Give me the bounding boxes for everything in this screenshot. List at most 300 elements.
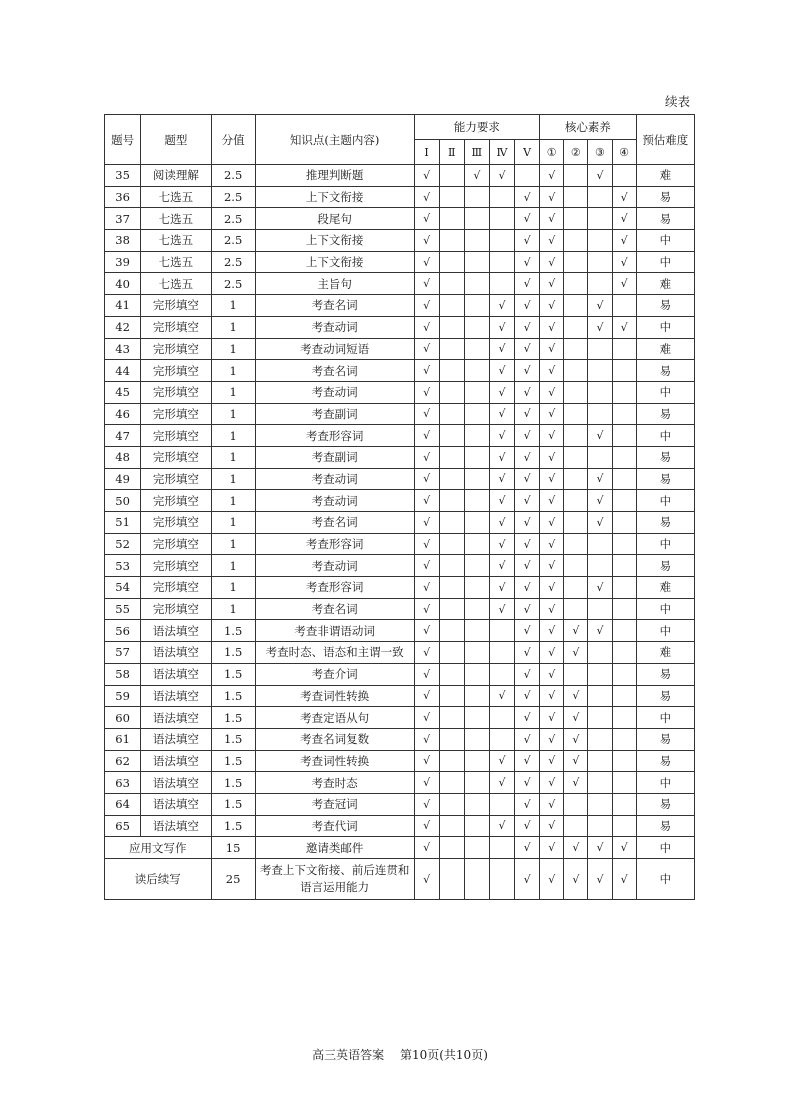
literacy-check-cell: √: [540, 750, 564, 772]
ability-check-cell: [464, 230, 489, 252]
literacy-check-cell: √: [612, 251, 636, 273]
ability-check-cell: √: [515, 663, 540, 685]
ability-check-cell: √: [489, 772, 514, 794]
ability-check-cell: √: [515, 837, 540, 859]
question-score: 1: [211, 403, 255, 425]
ability-check-cell: √: [515, 425, 540, 447]
ability-check-cell: √: [489, 403, 514, 425]
literacy-check-cell: √: [564, 685, 588, 707]
ability-check-cell: [439, 815, 464, 837]
question-type: 语法填空: [141, 685, 211, 707]
question-number: 54: [105, 577, 141, 599]
table-row: [105, 750, 695, 772]
literacy-check-cell: [612, 642, 636, 664]
ability-check-cell: √: [414, 468, 439, 490]
exam-analysis-table: [104, 114, 695, 900]
literacy-check-cell: [588, 555, 612, 577]
ability-check-cell: √: [414, 446, 439, 468]
literacy-check-cell: √: [540, 707, 564, 729]
header-ability-level: Ⅳ: [489, 140, 514, 165]
header-knowledge: 知识点(主题内容): [255, 115, 414, 165]
literacy-check-cell: [564, 577, 588, 599]
ability-check-cell: √: [414, 512, 439, 534]
ability-check-cell: √: [489, 360, 514, 382]
question-type: 完形填空: [141, 468, 211, 490]
ability-check-cell: [489, 642, 514, 664]
ability-check-cell: √: [489, 533, 514, 555]
question-score: 1.5: [211, 750, 255, 772]
difficulty: 易: [636, 208, 694, 230]
literacy-check-cell: [564, 165, 588, 187]
literacy-check-cell: [612, 577, 636, 599]
ability-check-cell: √: [489, 555, 514, 577]
question-score: 1: [211, 555, 255, 577]
ability-check-cell: [464, 338, 489, 360]
table-row: [105, 815, 695, 837]
ability-check-cell: √: [489, 685, 514, 707]
ability-check-cell: [439, 446, 464, 468]
ability-check-cell: [464, 750, 489, 772]
literacy-check-cell: [588, 403, 612, 425]
table-row: [105, 663, 695, 685]
literacy-check-cell: [612, 663, 636, 685]
literacy-check-cell: [564, 490, 588, 512]
literacy-check-cell: [588, 273, 612, 295]
ability-check-cell: √: [414, 251, 439, 273]
ability-check-cell: √: [515, 251, 540, 273]
literacy-check-cell: √: [540, 251, 564, 273]
knowledge-point: 考查形容词: [255, 577, 414, 599]
literacy-check-cell: [564, 230, 588, 252]
difficulty: 中: [636, 230, 694, 252]
literacy-check-cell: √: [540, 815, 564, 837]
literacy-check-cell: √: [540, 555, 564, 577]
ability-check-cell: √: [489, 425, 514, 447]
table-row: [105, 859, 695, 900]
table-row: [105, 512, 695, 534]
knowledge-point: 考查动词: [255, 555, 414, 577]
question-number: 58: [105, 663, 141, 685]
literacy-check-cell: [588, 642, 612, 664]
ability-check-cell: [489, 620, 514, 642]
ability-check-cell: √: [414, 381, 439, 403]
question-number: 43: [105, 338, 141, 360]
ability-check-cell: [464, 316, 489, 338]
knowledge-point: 考查上下文衔接、前后连贯和语言运用能力: [255, 859, 414, 900]
ability-check-cell: √: [414, 620, 439, 642]
literacy-check-cell: [588, 815, 612, 837]
ability-check-cell: [464, 295, 489, 317]
literacy-check-cell: √: [540, 446, 564, 468]
question-score: 1: [211, 425, 255, 447]
difficulty: 易: [636, 685, 694, 707]
header-ability-level: Ⅴ: [515, 140, 540, 165]
ability-check-cell: [464, 425, 489, 447]
question-number: 44: [105, 360, 141, 382]
header-number: 题号: [105, 115, 141, 165]
knowledge-point: 考查词性转换: [255, 685, 414, 707]
literacy-check-cell: [612, 360, 636, 382]
difficulty: 中: [636, 772, 694, 794]
ability-check-cell: √: [414, 425, 439, 447]
difficulty: 易: [636, 446, 694, 468]
ability-check-cell: [489, 728, 514, 750]
question-type: 七选五: [141, 208, 211, 230]
ability-check-cell: [464, 360, 489, 382]
literacy-check-cell: [612, 707, 636, 729]
ability-check-cell: [439, 230, 464, 252]
question-type: 读后续写: [105, 859, 212, 900]
literacy-check-cell: √: [540, 663, 564, 685]
ability-check-cell: [439, 338, 464, 360]
literacy-check-cell: [588, 360, 612, 382]
ability-check-cell: √: [414, 859, 439, 900]
ability-check-cell: [439, 859, 464, 900]
question-number: 46: [105, 403, 141, 425]
table-row: [105, 577, 695, 599]
literacy-check-cell: √: [540, 273, 564, 295]
table-row: [105, 490, 695, 512]
header-ability-level: Ⅱ: [439, 140, 464, 165]
question-score: 1: [211, 338, 255, 360]
question-type: 完形填空: [141, 490, 211, 512]
ability-check-cell: √: [515, 230, 540, 252]
table-row: [105, 837, 695, 859]
knowledge-point: 考查动词短语: [255, 338, 414, 360]
ability-check-cell: √: [414, 490, 439, 512]
ability-check-cell: √: [414, 663, 439, 685]
ability-check-cell: √: [515, 360, 540, 382]
literacy-check-cell: [564, 663, 588, 685]
ability-check-cell: [464, 663, 489, 685]
knowledge-point: 段尾句: [255, 208, 414, 230]
header-type: 题型: [141, 115, 211, 165]
ability-check-cell: √: [515, 490, 540, 512]
ability-check-cell: [439, 642, 464, 664]
literacy-check-cell: √: [540, 642, 564, 664]
question-type: 阅读理解: [141, 165, 211, 187]
ability-check-cell: [439, 707, 464, 729]
continued-label: 续表: [664, 94, 690, 109]
knowledge-point: 主旨句: [255, 273, 414, 295]
ability-check-cell: [439, 533, 464, 555]
literacy-check-cell: √: [540, 512, 564, 534]
difficulty: 中: [636, 425, 694, 447]
ability-check-cell: [439, 165, 464, 187]
question-score: 1: [211, 468, 255, 490]
literacy-check-cell: √: [540, 620, 564, 642]
table-row: [105, 598, 695, 620]
ability-check-cell: √: [515, 685, 540, 707]
question-type: 完形填空: [141, 446, 211, 468]
ability-check-cell: √: [515, 316, 540, 338]
ability-check-cell: √: [414, 186, 439, 208]
ability-check-cell: [489, 793, 514, 815]
question-type: 七选五: [141, 230, 211, 252]
literacy-check-cell: [612, 381, 636, 403]
question-type: 完形填空: [141, 381, 211, 403]
question-number: 65: [105, 815, 141, 837]
ability-check-cell: √: [515, 577, 540, 599]
table-row: [105, 403, 695, 425]
difficulty: 中: [636, 490, 694, 512]
literacy-check-cell: [564, 273, 588, 295]
literacy-check-cell: [564, 446, 588, 468]
ability-check-cell: [464, 837, 489, 859]
table-row: [105, 772, 695, 794]
ability-check-cell: [439, 360, 464, 382]
ability-check-cell: √: [515, 381, 540, 403]
difficulty: 中: [636, 707, 694, 729]
ability-check-cell: √: [414, 555, 439, 577]
question-type: 完形填空: [141, 598, 211, 620]
literacy-check-cell: [588, 208, 612, 230]
table-row: [105, 316, 695, 338]
table-row: [105, 468, 695, 490]
difficulty: 中: [636, 598, 694, 620]
literacy-check-cell: √: [612, 208, 636, 230]
knowledge-point: 考查动词: [255, 381, 414, 403]
difficulty: 中: [636, 251, 694, 273]
knowledge-point: 考查名词: [255, 598, 414, 620]
literacy-check-cell: √: [564, 837, 588, 859]
difficulty: 易: [636, 468, 694, 490]
table-row: [105, 381, 695, 403]
ability-check-cell: [439, 468, 464, 490]
literacy-check-cell: √: [612, 273, 636, 295]
difficulty: 难: [636, 642, 694, 664]
ability-check-cell: [489, 837, 514, 859]
header-difficulty: 预估难度: [636, 115, 694, 165]
literacy-check-cell: [588, 728, 612, 750]
knowledge-point: 考查冠词: [255, 793, 414, 815]
literacy-check-cell: [612, 793, 636, 815]
ability-check-cell: [464, 815, 489, 837]
ability-check-cell: √: [414, 165, 439, 187]
literacy-check-cell: √: [564, 750, 588, 772]
literacy-check-cell: √: [588, 490, 612, 512]
ability-check-cell: √: [515, 793, 540, 815]
table-row: [105, 251, 695, 273]
literacy-check-cell: √: [540, 533, 564, 555]
table-row: [105, 620, 695, 642]
footer-subject: 高三英语答案: [312, 1048, 385, 1062]
difficulty: 易: [636, 295, 694, 317]
question-type: 完形填空: [141, 360, 211, 382]
question-type: 语法填空: [141, 815, 211, 837]
header-ability-level: Ⅲ: [464, 140, 489, 165]
question-type: 完形填空: [141, 512, 211, 534]
difficulty: 易: [636, 360, 694, 382]
ability-check-cell: √: [414, 815, 439, 837]
ability-check-cell: [489, 859, 514, 900]
ability-check-cell: √: [414, 403, 439, 425]
literacy-check-cell: [564, 533, 588, 555]
difficulty: 易: [636, 403, 694, 425]
question-type: 完形填空: [141, 338, 211, 360]
ability-check-cell: √: [489, 338, 514, 360]
ability-check-cell: √: [414, 685, 439, 707]
ability-check-cell: [489, 707, 514, 729]
question-type: 语法填空: [141, 793, 211, 815]
literacy-check-cell: √: [588, 512, 612, 534]
question-number: 51: [105, 512, 141, 534]
literacy-check-cell: √: [540, 685, 564, 707]
ability-check-cell: √: [515, 620, 540, 642]
ability-check-cell: [464, 446, 489, 468]
question-score: 1.5: [211, 707, 255, 729]
ability-check-cell: √: [414, 728, 439, 750]
literacy-check-cell: [588, 793, 612, 815]
question-score: 1.5: [211, 663, 255, 685]
ability-check-cell: √: [489, 381, 514, 403]
literacy-check-cell: √: [540, 381, 564, 403]
literacy-check-cell: √: [540, 338, 564, 360]
ability-check-cell: √: [414, 598, 439, 620]
ability-check-cell: √: [515, 533, 540, 555]
question-score: 1: [211, 490, 255, 512]
difficulty: 中: [636, 381, 694, 403]
ability-check-cell: [439, 793, 464, 815]
ability-check-cell: [439, 512, 464, 534]
difficulty: 中: [636, 837, 694, 859]
ability-check-cell: √: [489, 598, 514, 620]
literacy-check-cell: [612, 165, 636, 187]
ability-check-cell: √: [515, 728, 540, 750]
knowledge-point: 考查副词: [255, 446, 414, 468]
question-score: 1.5: [211, 815, 255, 837]
question-score: 1.5: [211, 793, 255, 815]
literacy-check-cell: [564, 208, 588, 230]
ability-check-cell: √: [414, 772, 439, 794]
question-score: 1: [211, 577, 255, 599]
question-type: 完形填空: [141, 403, 211, 425]
literacy-check-cell: [612, 685, 636, 707]
literacy-check-cell: [564, 598, 588, 620]
difficulty: 难: [636, 165, 694, 187]
ability-check-cell: √: [515, 208, 540, 230]
question-score: 1.5: [211, 642, 255, 664]
question-type: 语法填空: [141, 620, 211, 642]
question-type: 完形填空: [141, 555, 211, 577]
ability-check-cell: [464, 772, 489, 794]
question-number: 42: [105, 316, 141, 338]
literacy-check-cell: √: [612, 230, 636, 252]
ability-check-cell: √: [489, 512, 514, 534]
question-score: 2.5: [211, 251, 255, 273]
ability-check-cell: [489, 273, 514, 295]
literacy-check-cell: [564, 295, 588, 317]
difficulty: 难: [636, 273, 694, 295]
ability-check-cell: [439, 555, 464, 577]
literacy-check-cell: [588, 251, 612, 273]
literacy-check-cell: [564, 425, 588, 447]
literacy-check-cell: √: [540, 316, 564, 338]
knowledge-point: 考查名词: [255, 295, 414, 317]
literacy-check-cell: √: [540, 793, 564, 815]
table-row: [105, 360, 695, 382]
literacy-check-cell: √: [540, 837, 564, 859]
difficulty: 易: [636, 512, 694, 534]
question-number: 55: [105, 598, 141, 620]
difficulty: 难: [636, 338, 694, 360]
knowledge-point: 考查词性转换: [255, 750, 414, 772]
question-score: 1: [211, 381, 255, 403]
table-row: [105, 165, 695, 187]
ability-check-cell: [439, 186, 464, 208]
literacy-check-cell: [612, 468, 636, 490]
question-score: 1.5: [211, 685, 255, 707]
question-number: 60: [105, 707, 141, 729]
ability-check-cell: [439, 685, 464, 707]
literacy-check-cell: [564, 403, 588, 425]
question-type: 语法填空: [141, 707, 211, 729]
literacy-check-cell: √: [564, 707, 588, 729]
literacy-check-cell: [588, 750, 612, 772]
question-number: 39: [105, 251, 141, 273]
literacy-check-cell: √: [540, 598, 564, 620]
ability-check-cell: [439, 750, 464, 772]
ability-check-cell: √: [515, 859, 540, 900]
literacy-check-cell: √: [540, 230, 564, 252]
header-ability-level: Ⅰ: [414, 140, 439, 165]
knowledge-point: 考查时态: [255, 772, 414, 794]
literacy-check-cell: √: [588, 577, 612, 599]
table-row: [105, 707, 695, 729]
literacy-check-cell: [612, 533, 636, 555]
literacy-check-cell: √: [588, 295, 612, 317]
table-row: [105, 186, 695, 208]
literacy-check-cell: [564, 316, 588, 338]
question-score: 1: [211, 295, 255, 317]
ability-check-cell: [489, 251, 514, 273]
table-row: [105, 208, 695, 230]
literacy-check-cell: √: [540, 208, 564, 230]
question-number: 56: [105, 620, 141, 642]
ability-check-cell: √: [414, 316, 439, 338]
literacy-check-cell: √: [588, 837, 612, 859]
knowledge-point: 考查副词: [255, 403, 414, 425]
footer-page-number: 第10页(共10页): [399, 1048, 488, 1062]
literacy-check-cell: √: [588, 468, 612, 490]
table-body: [105, 165, 695, 900]
difficulty: 易: [636, 793, 694, 815]
ability-check-cell: [464, 512, 489, 534]
ability-check-cell: [464, 490, 489, 512]
literacy-check-cell: √: [540, 859, 564, 900]
literacy-check-cell: [588, 598, 612, 620]
question-score: 1: [211, 316, 255, 338]
table-row: [105, 425, 695, 447]
ability-check-cell: √: [489, 165, 514, 187]
question-number: 59: [105, 685, 141, 707]
knowledge-point: 考查名词: [255, 360, 414, 382]
literacy-check-cell: [612, 620, 636, 642]
table-row: [105, 295, 695, 317]
question-type: 语法填空: [141, 642, 211, 664]
ability-check-cell: √: [515, 512, 540, 534]
knowledge-point: 考查介词: [255, 663, 414, 685]
question-type: 完形填空: [141, 425, 211, 447]
ability-check-cell: [489, 663, 514, 685]
ability-check-cell: √: [414, 793, 439, 815]
ability-check-cell: [464, 707, 489, 729]
literacy-check-cell: [564, 251, 588, 273]
ability-check-cell: √: [414, 750, 439, 772]
knowledge-point: 邀请类邮件: [255, 837, 414, 859]
knowledge-point: 考查时态、语态和主谓一致: [255, 642, 414, 664]
ability-check-cell: [464, 251, 489, 273]
